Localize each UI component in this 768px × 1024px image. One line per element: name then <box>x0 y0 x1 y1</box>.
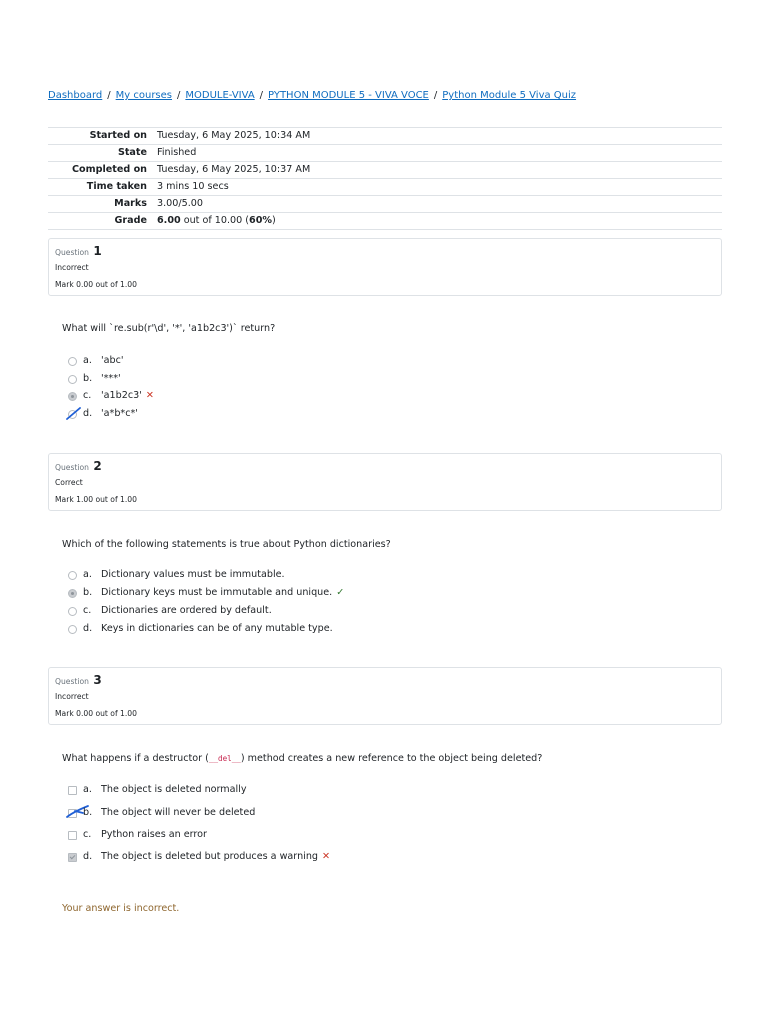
pen-stroke-icon <box>66 405 82 421</box>
marks-value: 3.00/5.00 <box>157 198 203 209</box>
checkbox[interactable] <box>68 831 77 840</box>
summary-row-marks <box>48 196 722 213</box>
summary-row-started <box>48 128 722 145</box>
started-value: Tuesday, 6 May 2025, 10:34 AM <box>157 130 311 141</box>
question-state: Incorrect <box>55 692 89 701</box>
option-text: 'abc' <box>101 355 124 366</box>
summary-row-time <box>48 179 722 196</box>
breadcrumb-separator: / <box>177 90 181 101</box>
radio-button[interactable] <box>68 357 77 366</box>
option-text-value: 'a1b2c3' <box>101 390 142 401</box>
option-letter: a. <box>83 784 92 795</box>
option-letter: a. <box>83 355 92 366</box>
option-text: Python raises an error <box>101 829 207 840</box>
breadcrumb <box>48 90 576 101</box>
grade-score: 6.00 <box>157 215 181 226</box>
question-number <box>55 244 102 258</box>
radio-button-selected[interactable] <box>68 589 77 598</box>
question-word: Question <box>55 463 89 472</box>
completed-value: Tuesday, 6 May 2025, 10:37 AM <box>157 164 311 175</box>
option-text: Dictionary values must be immutable. <box>101 569 285 580</box>
option-text: Dictionaries are ordered by default. <box>101 605 272 616</box>
started-label: Started on <box>89 130 147 141</box>
option-letter: b. <box>83 373 93 384</box>
question-number-value: 3 <box>93 673 102 687</box>
breadcrumb-quiz[interactable]: Python Module 5 Viva Quiz <box>442 90 577 101</box>
checkbox[interactable] <box>68 786 77 795</box>
question-word: Question <box>55 677 89 686</box>
question-number <box>55 673 102 687</box>
time-value: 3 mins 10 secs <box>157 181 229 192</box>
question-mark: Mark 0.00 out of 1.00 <box>55 280 137 289</box>
option-letter: c. <box>83 390 92 401</box>
option-text: Keys in dictionaries can be of any mutable type. <box>101 623 333 634</box>
question-mark: Mark 0.00 out of 1.00 <box>55 709 137 718</box>
option-letter: d. <box>83 408 93 419</box>
grade-end: ) <box>272 215 276 226</box>
option-text: The object will never be deleted <box>101 807 256 818</box>
question-state: Correct <box>55 478 83 487</box>
grade-mid: out of 10.00 ( <box>180 215 250 226</box>
correct-check-icon: ✓ <box>336 587 345 598</box>
question-1-text: What will `re.sub(r'\d', '*', 'a1b2c3')` return? <box>62 323 276 334</box>
option-text: '***' <box>101 373 121 384</box>
summary-row-grade <box>48 213 722 230</box>
question-code: __del__ <box>208 754 241 763</box>
grade-label: Grade <box>114 215 147 226</box>
attempt-summary-table <box>48 127 722 230</box>
radio-button-selected[interactable] <box>68 392 77 401</box>
radio-button[interactable] <box>68 625 77 634</box>
checkbox-checked[interactable] <box>68 853 77 862</box>
option-text <box>101 850 330 864</box>
breadcrumb-module-viva[interactable]: MODULE-VIVA <box>185 90 255 101</box>
question-number-value: 2 <box>93 459 102 473</box>
answer-feedback: Your answer is incorrect. <box>62 903 180 914</box>
option-text: 'a*b*c*' <box>101 408 138 419</box>
option-letter: a. <box>83 569 92 580</box>
question-3-text <box>62 753 542 764</box>
grade-value <box>157 213 722 230</box>
state-value: Finished <box>157 147 197 158</box>
breadcrumb-separator: / <box>259 90 264 101</box>
question-1-info <box>48 238 722 296</box>
question-text-before: What happens if a destructor ( <box>62 753 209 764</box>
option-letter: c. <box>83 605 92 616</box>
completed-label: Completed on <box>71 164 147 175</box>
grade-percent: 60% <box>249 215 273 226</box>
radio-button[interactable] <box>68 375 77 384</box>
summary-row-state <box>48 145 722 162</box>
option-text <box>101 389 154 403</box>
time-label: Time taken <box>86 181 147 192</box>
question-mark: Mark 1.00 out of 1.00 <box>55 495 137 504</box>
option-text-value: Dictionary keys must be immutable and unique. <box>101 587 333 598</box>
incorrect-icon: ✕ <box>322 851 331 862</box>
option-text: The object is deleted normally <box>101 784 247 795</box>
option-letter: b. <box>83 587 93 598</box>
summary-row-completed <box>48 162 722 179</box>
question-2-info <box>48 453 722 511</box>
option-letter: b. <box>83 807 93 818</box>
option-letter: c. <box>83 829 92 840</box>
breadcrumb-dashboard[interactable]: Dashboard <box>48 90 103 101</box>
option-letter: d. <box>83 623 93 634</box>
state-label: State <box>117 147 147 158</box>
radio-button[interactable] <box>68 571 77 580</box>
question-word: Question <box>55 248 89 257</box>
option-text <box>101 586 344 600</box>
breadcrumb-separator: / <box>433 90 438 101</box>
question-number <box>55 459 102 473</box>
breadcrumb-my-courses[interactable]: My courses <box>115 90 173 101</box>
question-text-after: ) method creates a new reference to the object being deleted? <box>240 753 543 764</box>
breadcrumb-python-module-5-viva-voce[interactable]: PYTHON MODULE 5 - VIVA VOCE <box>268 90 429 101</box>
question-2-text: Which of the following statements is true about Python dictionaries? <box>62 539 391 550</box>
question-state: Incorrect <box>55 263 89 272</box>
incorrect-icon: ✕ <box>145 390 154 401</box>
option-text-value: The object is deleted but produces a warning <box>101 851 318 862</box>
question-3-info <box>48 667 722 725</box>
marks-label: Marks <box>114 198 147 209</box>
option-letter: d. <box>83 851 93 862</box>
breadcrumb-separator: / <box>107 90 111 101</box>
radio-button[interactable] <box>68 607 77 616</box>
question-number-value: 1 <box>93 244 102 258</box>
